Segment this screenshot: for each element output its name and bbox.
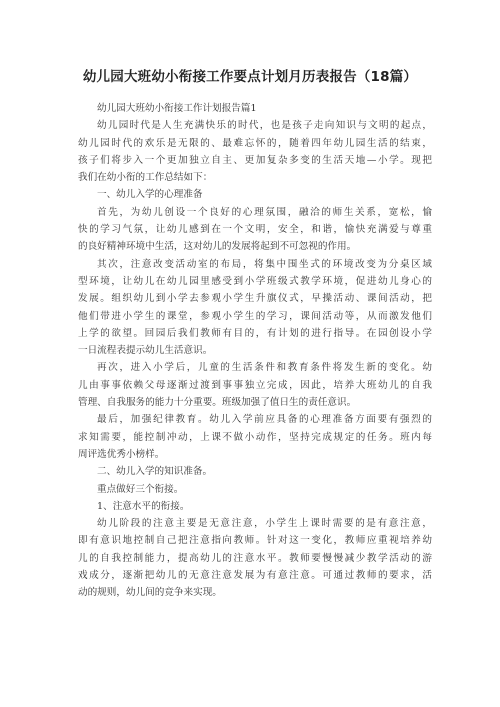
text-line: 幼儿园时代是人生充满快乐的时代，也是孩子走向知识与文明的起点， xyxy=(97,120,432,132)
text-line: 型环境，让幼儿在幼儿园里感受到小学班级式教学环境，促进幼儿身心的 xyxy=(78,275,432,287)
text-line: 的良好精神环境中生活，这对幼儿的发展将起到不可忽视的作用。 xyxy=(78,241,357,253)
text-line: 他们带进小学生的课堂，参观小学生的学习，课间活动等，从而激发他们 xyxy=(78,310,432,322)
text-line: 首先，为幼儿创设一个良好的心理氛围，融洽的师生关系，宽松，愉 xyxy=(97,206,432,218)
text-line: 儿的自我控制能力，提高幼儿的注意水平。教师要慢慢减少教学活动的游 xyxy=(78,552,432,564)
text-line: 再次，进入小学后，儿童的生活条件和教育条件将发生新的变化。幼 xyxy=(97,362,432,374)
text-line: 一日流程表提示幼儿生活意识。 xyxy=(78,345,213,357)
text-line: 一、幼儿入学的心理准备 xyxy=(97,189,203,201)
text-line: 上学的欲望。回园后我们教师有目的，有计划的进行指导。在园创设小学 xyxy=(78,327,432,339)
text-line: 动的规则，幼儿间的竞争来实现。 xyxy=(78,587,222,599)
text-line: 最后，加强纪律教育。幼儿入学前应具备的心理准备方面要有强烈的 xyxy=(97,414,432,426)
text-line: 二、幼儿入学的知识准备。 xyxy=(97,466,213,478)
text-line: 戏成分，逐渐把幼儿的无意注意发展为有意注意。可通过教师的要求，活 xyxy=(78,570,432,582)
text-line: 儿由事事依赖父母逐渐过渡到事事独立完成，因此，培养大班幼儿的自我 xyxy=(78,379,432,391)
text-line: 其次，注意改变活动室的布局，将集中围坐式的环境改变为分桌区域 xyxy=(97,258,432,270)
text-line: 发展。组织幼儿到小学去参观小学生升旗仪式，早操活动、课间活动，把 xyxy=(78,293,432,305)
text-line: 1、注意水平的衔接。 xyxy=(97,500,190,512)
text-line: 即有意识地控制自己把注意指向教师。针对这一变化，教师应重视培养幼 xyxy=(78,535,432,547)
text-line: 孩子们将步入一个更加独立自主、更加复杂多变的生活天地—小学。现把 xyxy=(78,154,432,166)
text-line: 幼儿园时代的欢乐是无限的、最难忘怀的，随着四年幼儿园生活的结束， xyxy=(78,137,432,149)
text-line: 我们在幼小衔的工作总结如下： xyxy=(78,172,213,184)
text-line: 幼儿园大班幼小衔接工作计划报告篇1 xyxy=(97,103,257,114)
text-line: 重点做好三个衔接。 xyxy=(97,483,184,495)
document-body xyxy=(78,100,432,602)
text-line: 快的学习气氛，让幼儿感到在一个文明，安全，和谐，愉快充满爱与尊重 xyxy=(78,224,432,236)
document-title: 幼儿园大班幼小衔接工作要点计划月历表报告（18篇） xyxy=(82,69,418,85)
text-line: 求知需要，能控制冲动，上课不做小动作，坚持完成规定的任务。班内每 xyxy=(78,431,432,443)
text-line: 管理、自我服务的能力十分重要。班级加强了值日生的责任意识。 xyxy=(78,397,357,409)
text-line: 幼儿阶段的注意主要是无意注意，小学生上课时需要的是有意注意， xyxy=(97,518,432,530)
text-line: 周评选优秀小榜样。 xyxy=(78,448,165,460)
